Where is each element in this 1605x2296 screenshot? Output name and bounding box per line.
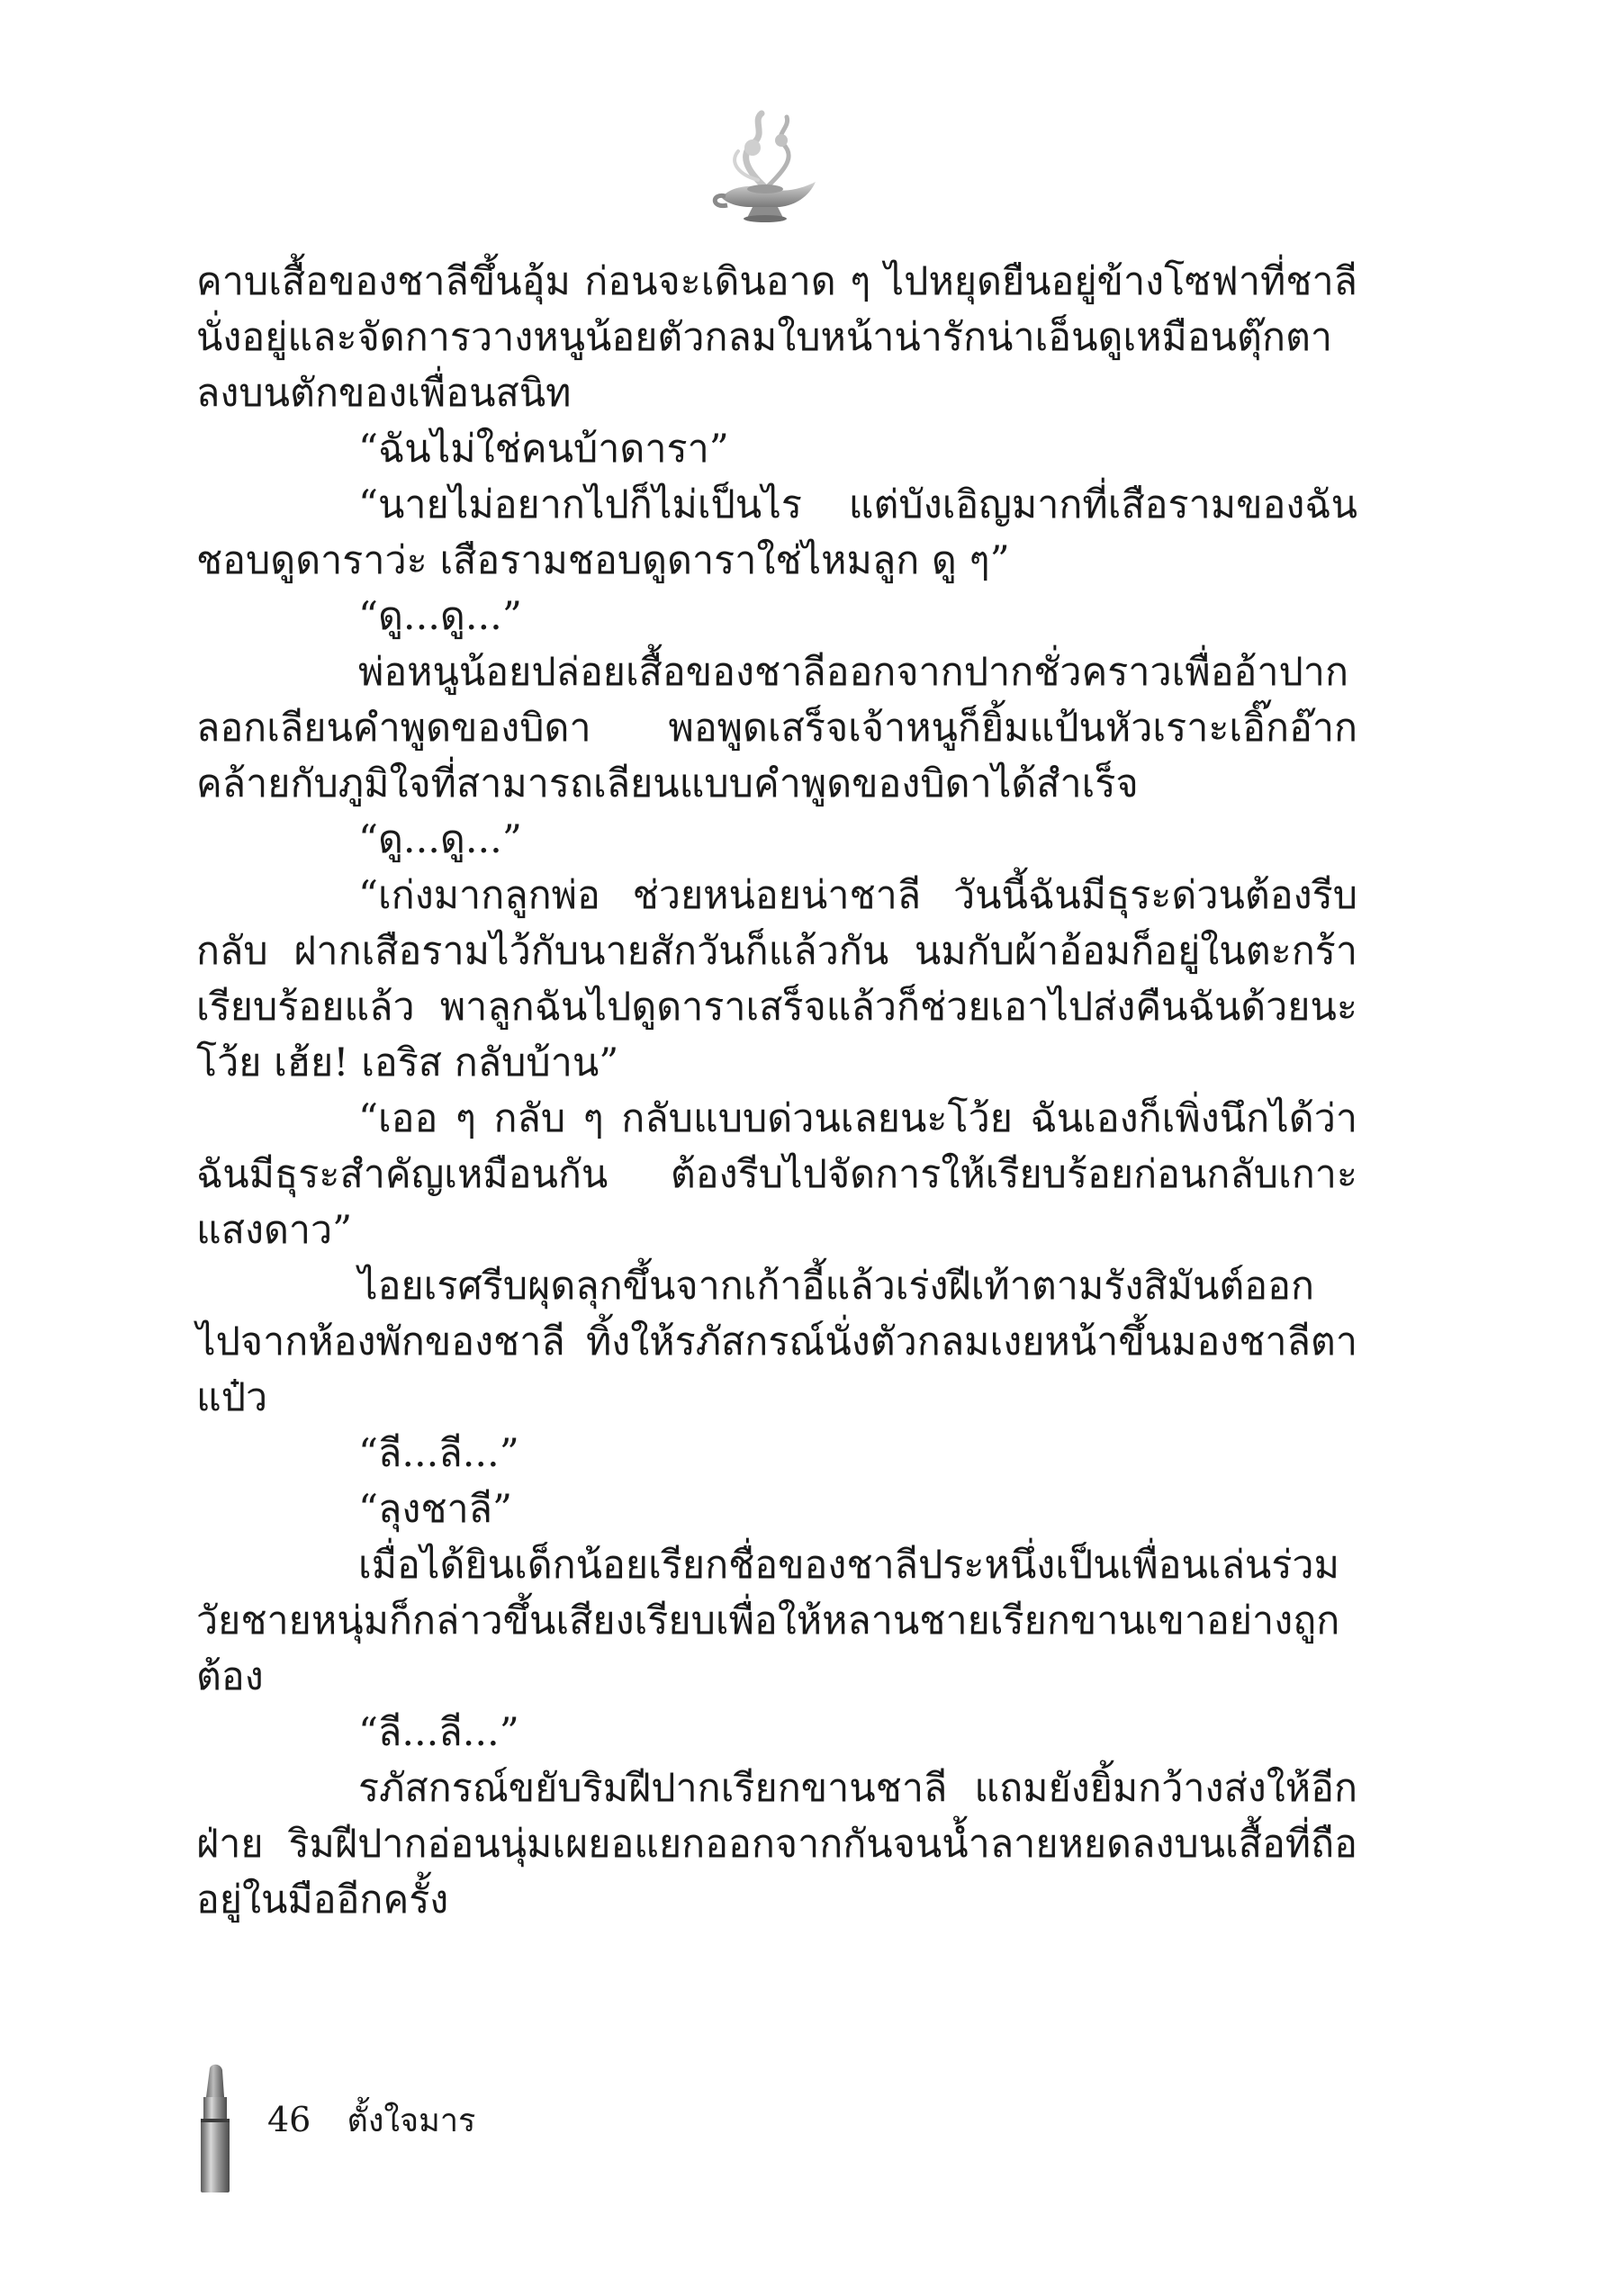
dialogue-line: “ดู...ดู...” [358,817,522,862]
dialogue-line: “ลุงชาลี” [358,1487,512,1532]
page-number: 46 [267,2100,311,2139]
dialogue-line: “ฉันไม่ใช่คนบ้าดารา” [358,427,729,472]
page-footer [194,2061,824,2196]
dialogue-line: “ลี...ลี...” [358,1431,519,1476]
paragraph: เมื่อได้ยินเด็กน้อยเรียกชื่อของชาลีประหนึ่งเป็นเพื่อนเล่นร่วมวัยชายหนุ่มก็กล่าวขึ้นเสียงเรียบเพื่อให้หลานชายเรียกขานเขาอย่างถูกต้อง [196,1543,1340,1699]
folio [267,2097,475,2144]
book-title: ตั้งใจมาร [347,2102,476,2139]
paragraph: พ่อหนูน้อยปล่อยเสื้อของชาลีออกจากปากชั่วคราวเพื่ออ้าปากลอกเลียนคำพูดของบิดา พอพูดเสร็จเจ้าหนูก็ยิ้มแป้นหัวเราะเอิ๊กอ๊ากคล้ายกับภูมิใจที่สามารถเลียนแบบคำพูดของบิดาได้สำเร็จ [196,650,1357,806]
dialogue-line: “เก่งมากลูกพ่อ ช่วยหน่อยน่าชาลี วันนี้ฉันมีธุระด่วนต้องรีบกลับ ฝากเสือรามไว้กับนายสักวันก็แล้วกัน นมกับผ้าอ้อมก็อยู่ในตะกร้าเรียบร้อยแล้ว พาลูกฉันไปดูดาราเสร็จแล้วก็ช่วยเอาไปส่งคืนฉันด้วยนะโว้ย เฮ้ย! เอริส กลับบ้าน” [196,873,1357,1085]
genie-lamp-icon [702,108,828,234]
paragraph: รภัสกรณ์ขยับริมฝีปากเรียกขานชาลี แถมยังยิ้มกว้างส่งให้อีกฝ่าย ริมฝีปากอ่อนนุ่มเผยอแยกออกจากกันจนน้ำลายหยดลงบนเสื้อที่ถืออยู่ในมืออีกครั้ง [196,1766,1357,1922]
paragraph: คาบเสื้อของชาลีขึ้นอุ้ม ก่อนจะเดินอาด ๆ ไปหยุดยืนอยู่ข้างโซฟาที่ชาลีนั่งอยู่และจัดการวางหนูน้อยตัวกลมใบหน้าน่ารักน่าเอ็นดูเหมือนตุ๊กตาลงบนตักของเพื่อนสนิท [196,259,1357,416]
dialogue-line: “ลี...ลี...” [358,1710,519,1755]
lipstick-icon [194,2061,237,2194]
dialogue-line: “เออ ๆ กลับ ๆ กลับแบบด่วนเลยนะโว้ย ฉันเองก็เพิ่งนึกได้ว่าฉันมีธุระสำคัญเหมือนกัน ต้องรีบไปจัดการให้เรียบร้อยก่อนกลับเกาะแสงดาว” [196,1096,1357,1253]
paragraph: ไอยเรศรีบผุดลุกขึ้นจากเก้าอี้แล้วเร่งฝีเท้าตามรังสิมันต์ออกไปจากห้องพักของชาลี ทิ้งให้รภัสกรณ์นั่งตัวกลมเงยหน้าขึ้นมองชาลีตาแป๋ว [196,1264,1357,1420]
dialogue-line: “ดู...ดู...” [358,594,522,639]
body-text [196,254,1357,1928]
dialogue-line: “นายไม่อยากไปก็ไม่เป็นไร แต่บังเอิญมากที่เสือรามของฉันชอบดูดาราว่ะ เสือรามชอบดูดาราใช่ไหมลูก ดู ๆ” [196,482,1357,583]
